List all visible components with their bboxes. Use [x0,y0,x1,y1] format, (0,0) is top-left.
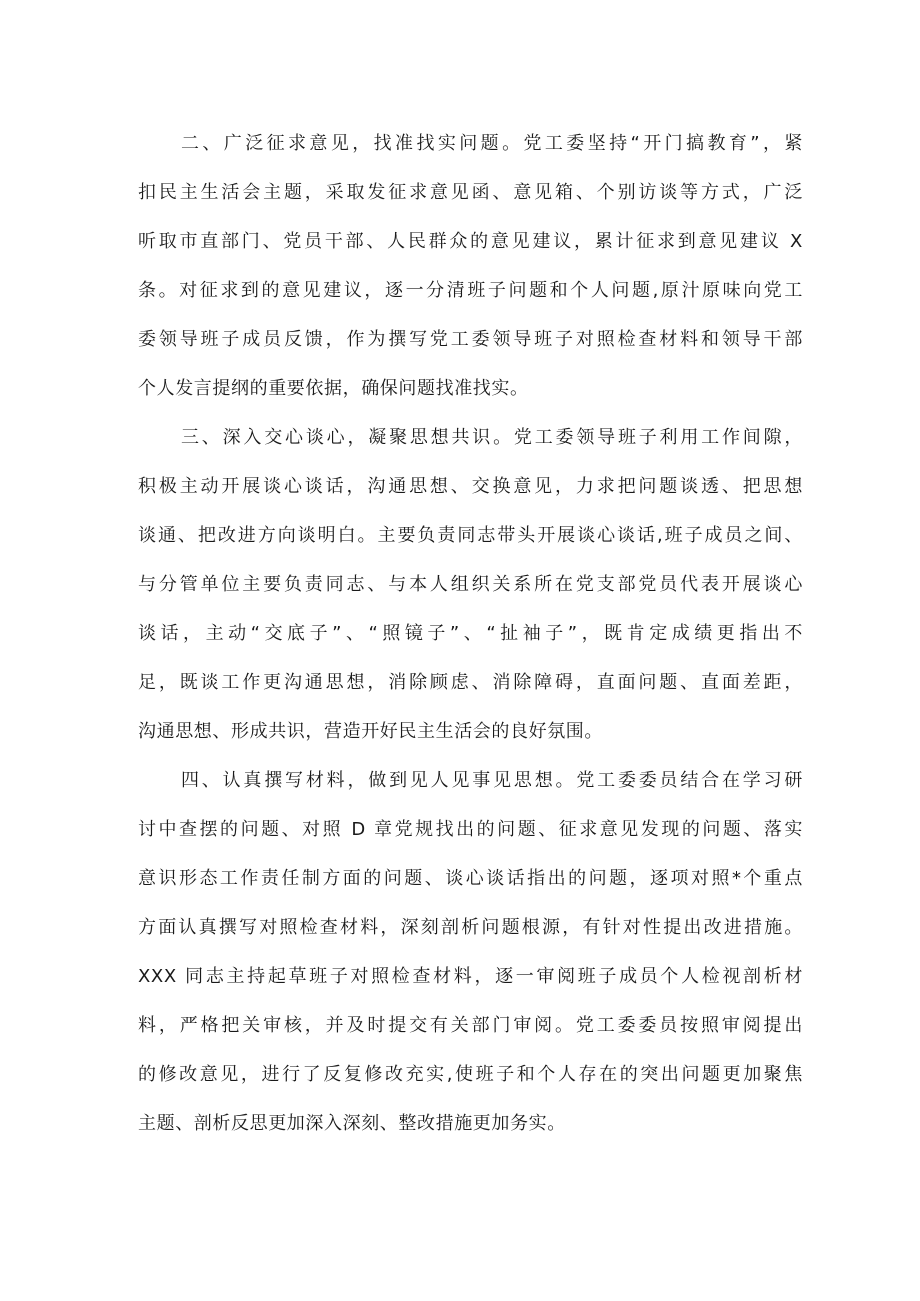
text-line: 料，严格把关审核，并及时提交有关部门审阅。党工委委员按照审阅提出 [138,1015,803,1036]
paragraph-2 [138,127,803,421]
text-line: 积极主动开展谈心谈话，沟通思想、交换意见，力求把问题谈透、把思想 [138,476,803,497]
text-line: 谈通、把改进方向谈明白。主要负责同志带头开展谈心谈话,班子成员之间、 [138,525,803,546]
text-line: 个人发言提纲的重要依据，确保问题找准找实。 [138,378,529,399]
text-line: 谈话，主动“交底子”、“照镜子”、“扯袖子”，既肯定成绩更指出不 [138,623,803,644]
text-line: 足，既谈工作更沟通思想，消除顾虑、消除障碍，直面问题、直面差距， [138,672,803,693]
text-line: 委领导班子成员反馈，作为撰写党工委领导班子对照检查材料和领导干部 [138,329,803,350]
text-line: 的修改意见，进行了反复修改充实,使班子和个人存在的突出问题更加聚焦 [138,1064,803,1085]
paragraph-4 [138,764,803,1156]
paragraph-3 [138,421,803,764]
text-line: 主题、剖析反思更加深入深刻、整改措施更加务实。 [138,1113,566,1134]
text-line: 三、深入交心谈心，凝聚思想共识。党工委领导班子利用工作间隙， [181,427,803,448]
text-line: 扣民主生活会主题，采取发征求意见函、意见箱、个别访谈等方式，广泛 [138,182,803,203]
text-line: 意识形态工作责任制方面的问题、谈心谈话指出的问题，逐项对照*个重点 [138,868,803,889]
text-line: 四、认真撰写材料，做到见人见事见思想。党工委委员结合在学习研 [181,770,803,791]
text-line: 与分管单位主要负责同志、与本人组织关系所在党支部党员代表开展谈心 [138,574,803,595]
text-line: XXX 同志主持起草班子对照检查材料，逐一审阅班子成员个人检视剖析材 [138,966,803,987]
text-line: 条。对征求到的意见建议，逐一分清班子问题和个人问题,原汁原味向党工 [138,280,803,301]
text-line: 讨中查摆的问题、对照 D 章党规找出的问题、征求意见发现的问题、落实 [138,819,803,840]
text-line: 二、广泛征求意见，找准找实问题。党工委坚持“开门搞教育”，紧 [181,133,803,154]
text-line: 方面认真撰写对照检查材料，深刻剖析问题根源，有针对性提出改进措施。 [138,917,803,938]
text-line: 听取市直部门、党员干部、人民群众的意见建议，累计征求到意见建议 X [138,231,803,252]
document-body [138,127,803,1156]
text-line: 沟通思想、形成共识，营造开好民主生活会的良好氛围。 [138,721,603,742]
